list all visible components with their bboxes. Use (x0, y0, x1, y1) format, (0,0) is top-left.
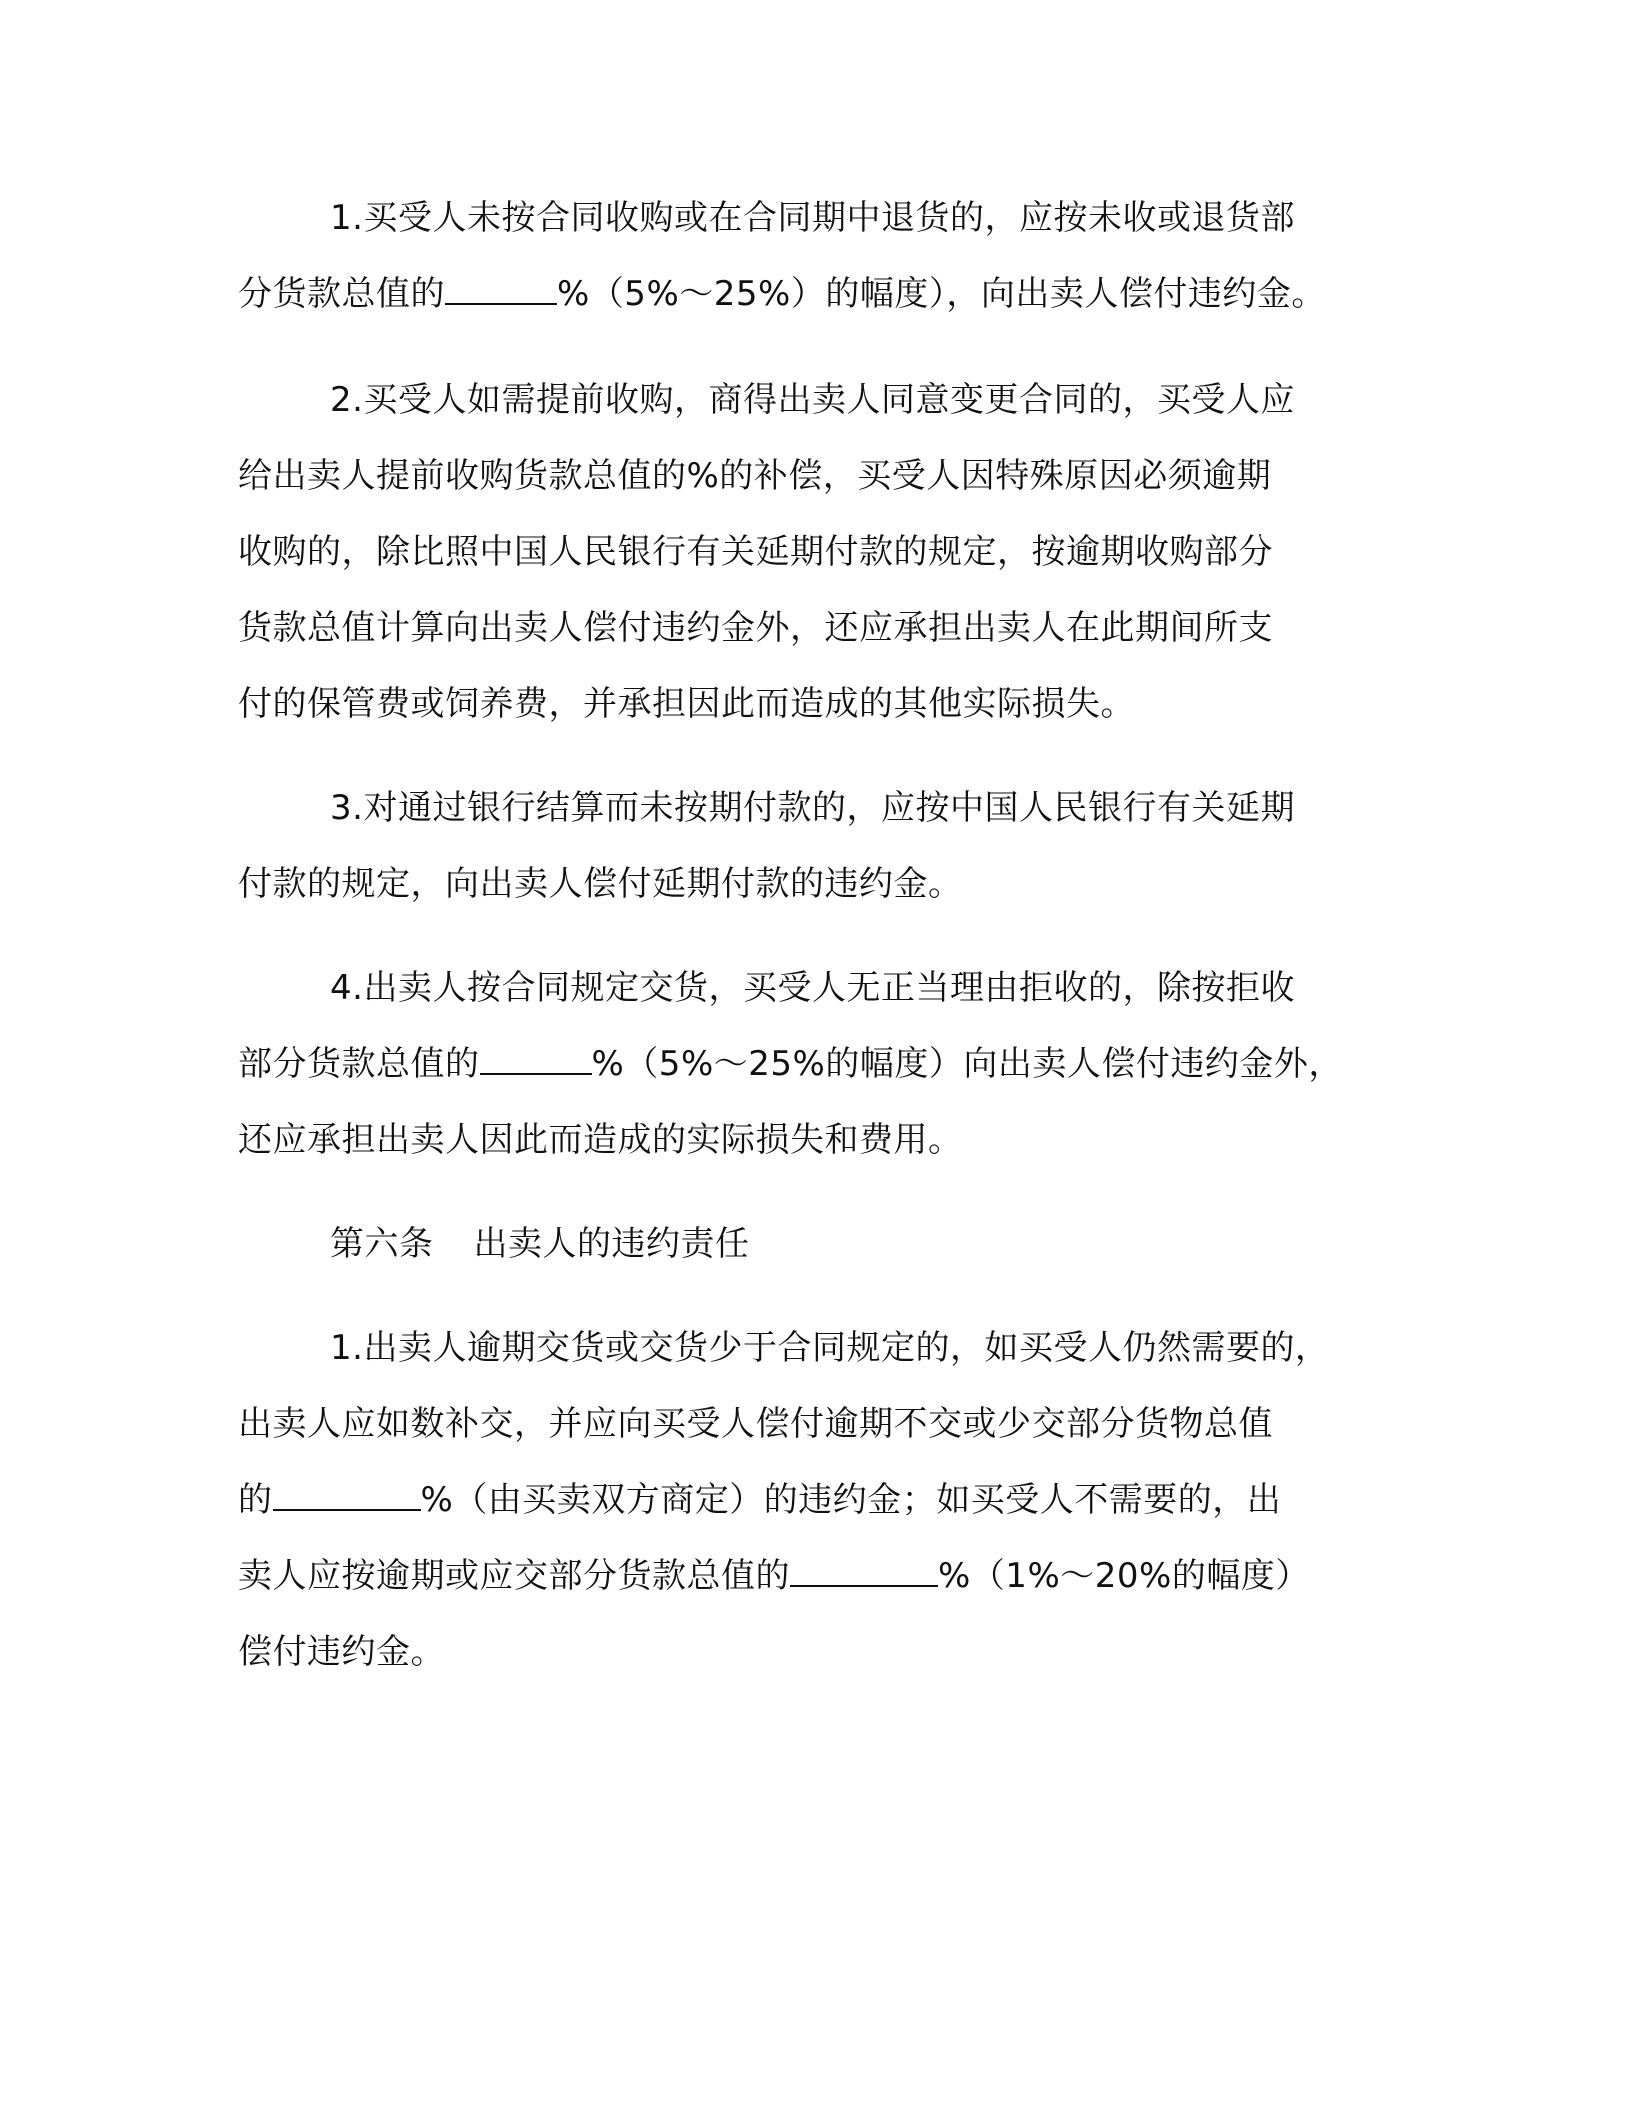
p2-line-3: 收购的，除比照中国人民银行有关延期付款的规定，按逾期收购部分 (238, 532, 1273, 572)
p3-line-2: 付款的规定，向出卖人偿付延期付款的违约金。 (238, 864, 963, 904)
p5-line-4-pre: 卖人应按逾期或应交部分货款总值的 (238, 1556, 790, 1596)
p4-line-2-pre: 部分货款总值的 (238, 1044, 480, 1084)
p5-line-4 (238, 1554, 1310, 1598)
p2-line-4: 货款总值计算向出卖人偿付违约金外，还应承担出卖人在此期间所支 (238, 608, 1273, 648)
section-heading (330, 1222, 750, 1266)
p1-line-1: 1.买受人未按合同收购或在合同期中退货的，应按未收或退货部 (330, 198, 1295, 238)
fill-in-blank[interactable] (790, 1555, 938, 1587)
p4-line-1: 4.出卖人按合同规定交货，买受人无正当理由拒收的，除按拒收 (330, 968, 1295, 1008)
fill-in-blank[interactable] (273, 1479, 421, 1511)
p1-line-2-pre: 分货款总值的 (238, 274, 445, 314)
section-title: 出卖人的违约责任 (473, 1224, 750, 1264)
p4-line-2-post: %（5%～25%的幅度）向出卖人偿付违约金外， (591, 1044, 1343, 1084)
p5-line-3 (238, 1478, 1281, 1522)
p2-line-2: 给出卖人提前收购货款总值的%的补偿，买受人因特殊原因必须逾期 (238, 456, 1272, 496)
fill-in-blank[interactable] (480, 1043, 592, 1075)
p5-line-3-pre: 的 (238, 1480, 273, 1520)
p2-line-5: 付的保管费或饲养费，并承担因此而造成的其他实际损失。 (238, 684, 1135, 724)
p3-line-1: 3.对通过银行结算而未按期付款的，应按中国人民银行有关延期 (330, 788, 1295, 828)
p1-line-2 (238, 272, 1326, 316)
fill-in-blank[interactable] (445, 273, 557, 305)
p5-line-3-post: %（由买卖双方商定）的违约金；如买受人不需要的，出 (420, 1480, 1282, 1520)
p5-line-5: 偿付违约金。 (238, 1632, 445, 1672)
section-number: 第六条 (330, 1224, 434, 1264)
p1-line-2-post: %（5%～25%）的幅度），向出卖人偿付违约金。 (557, 274, 1326, 314)
p5-line-2: 出卖人应如数补交，并应向买受人偿付逾期不交或少交部分货物总值 (238, 1404, 1273, 1444)
p4-line-3: 还应承担出卖人因此而造成的实际损失和费用。 (238, 1120, 963, 1160)
p2-line-1: 2.买受人如需提前收购，商得出卖人同意变更合同的，买受人应 (330, 380, 1295, 420)
p5-line-1: 1.出卖人逾期交货或交货少于合同规定的，如买受人仍然需要的， (330, 1328, 1330, 1368)
p5-line-4-post: %（1%～20%的幅度） (938, 1556, 1310, 1596)
p4-line-2 (238, 1042, 1343, 1086)
